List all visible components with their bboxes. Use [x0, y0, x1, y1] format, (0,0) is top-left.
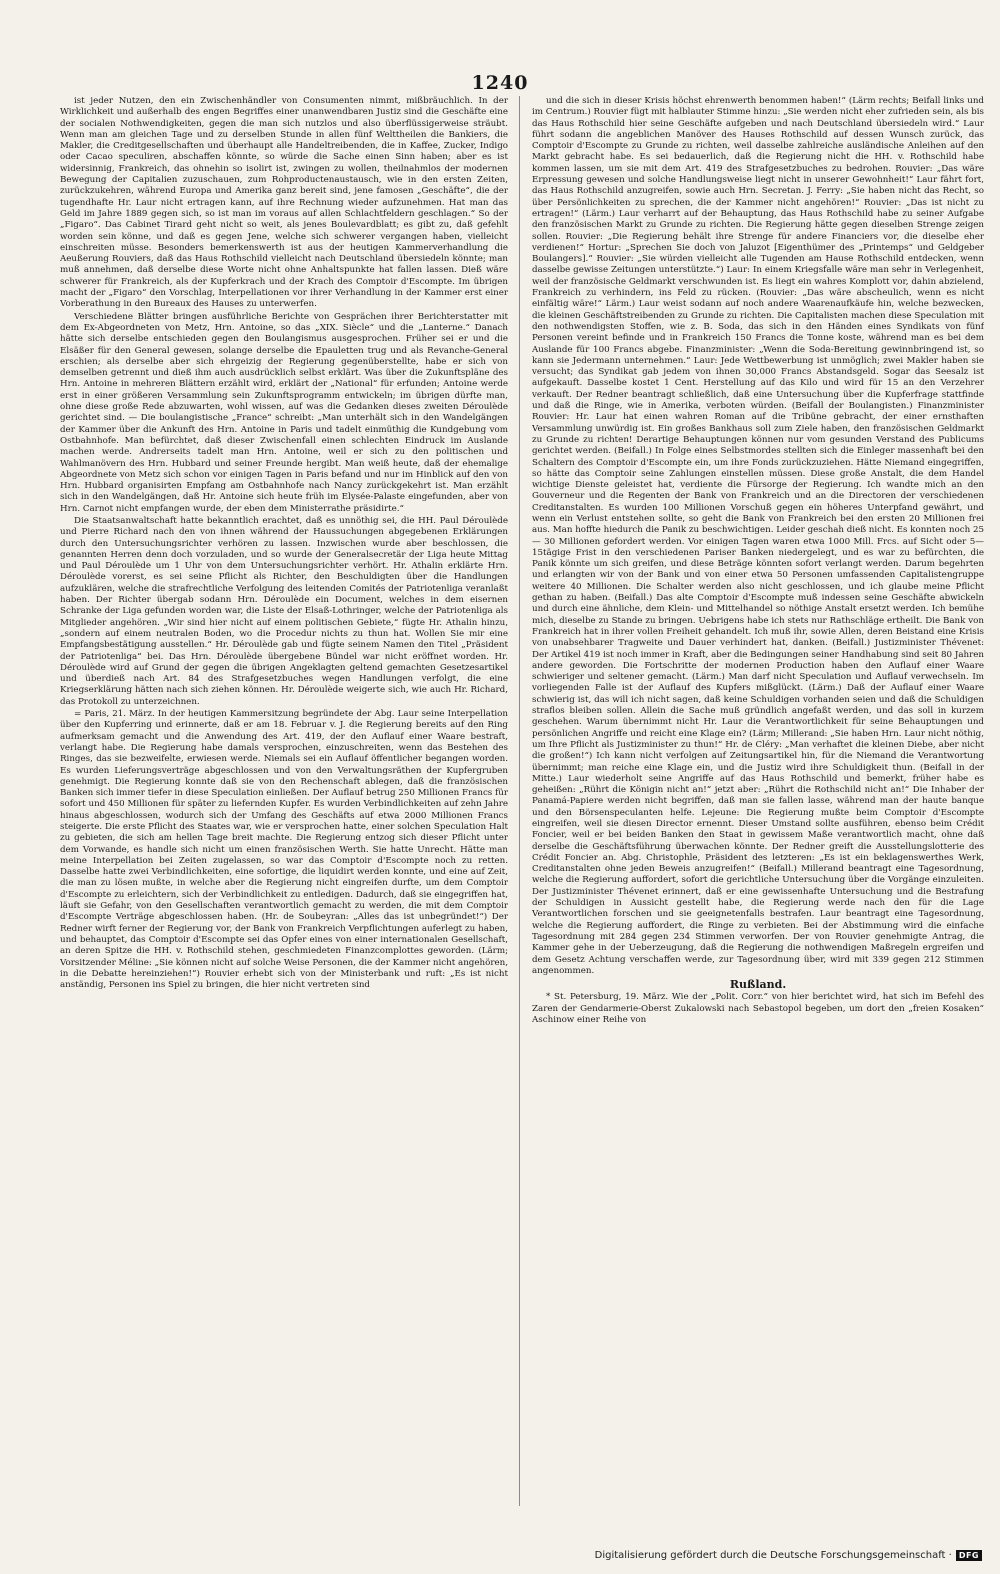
footer-text: Digitalisierung gefördert durch die Deutsche Forschungsgemeinschaft ·	[594, 1550, 952, 1561]
paragraph: Die Staatsanwaltschaft hatte bekanntlich erachtet, daß es unnöthig sei, die HH. Paul Déroulède und Pierre Richard nach den von ihnen während der Haussuchungen abgegebenen Erklärungen durch den Untersuchungsrichter verhören zu lassen. Inzwischen wurde aber beschlossen, die genannten Herren denn doch vorzuladen, und so wurde der Generalsecretär der Liga heute Mittag und Paul Déroulède um 1 Uhr von dem Untersuchungsrichter verhört. Hr. Athalin erklärte Hrn. Déroulède vorerst, es sei seine Pflicht als Richter, den Beschuldigten über die Handlungen aufzuklären, welche die strafrechtliche Verfolgung des leitenden Comités der Patriotenliga veranlaßt haben. Der Richter übergab sodann Hrn. Déroulède ein Document, welches in dem eisernen Schranke der Liga gefunden worden war, die Liste der Elsaß-Lothringer, welche der Patriotenliga als Mitglieder angehören. „Wir sind hier nicht auf einem politischen Gebiete,“ fügte Hr. Athalin hinzu, „sondern auf einem neutralen Boden, wo die Procedur nichts zu thun hat. Wollen Sie mir eine Empfangsbestätigung ausstellen.“ Hr. Déroulède gab und fügte seinem Namen den Titel „Präsident der Patriotenliga“ bei. Das Hrn. Déroulède übergebene Bündel war nicht eröffnet worden. Hr. Déroulède wird auf Grund der gegen die übrigen Angeklagten geltend gemachten Gesetzesartikel und überdieß nach Art. 84 des Strafgesetzbuches wegen Handlungen verfolgt, die eine Kriegserklärung hätten nach sich ziehen können. Hr. Déroulède weigerte sich, wie auch Hr. Richard, das Protokoll zu unterzeichnen.	[60, 515, 508, 707]
section-heading: Rußland.	[729, 978, 787, 992]
dfg-logo: DFG	[956, 1550, 982, 1561]
column-divider	[519, 96, 520, 1506]
paragraph: Verschiedene Blätter bringen ausführliche Berichte von Gesprächen ihrer Berichterstatter mit dem Ex-Abgeordneten von Metz, Hrn. Antoine, so das „XIX. Siècle“ und die „Lanterne.“ Danach hätte sich derselbe entschieden gegen den Boulangismus ausgesprochen. Früher sei er und die Elsäßer für den General gewesen, solange derselbe die Epauletten trug und als Revanche-General erschien; als derselbe aber sich ehrgeizig der Regierung gegenüberstellte, habe er sich von demselben getrennt und dieß ihm auch ausdrücklich selbst erklärt. Was über die Zukunftspläne des Hrn. Antoine in mehreren Blättern erzählt wird, erklärt der „National“ für erfunden; Antoine werde erst in einer größeren Versammlung sein Zukunftsprogramm entwickeln; im übrigen dürfte man, ohne diese große Rede abzuwarten, wohl wissen, auf was die Gedanken dieses zweiten Déroulède gerichtet sind. — Die boulangistische „France“ schreibt: „Man unterhält sich in den Wandelgängen der Kammer über die Ankunft des Hrn. Antoine in Paris und tadelt einmüthig die Kundgebung vom Ostbahnhofe. Man befürchtet, daß dieser Zwischenfall einen schlechten Eindruck im Auslande machen werde. Andrerseits tadelt man Hrn. Antoine, weil er sich zu den politischen und Wahlmanövern des Hrn. Hubbard und seiner Freunde hergibt. Man weiß heute, daß der ehemalige Abgeordnete von Metz sich schon vor einigen Tagen in Paris befand und nur im Hinblick auf den von Hrn. Hubbard organisirten Empfang am Ostbahnhofe nach Nancy zurückgekehrt ist. Man erzählt sich in den Wandelgängen, daß Hr. Antoine sich heute früh im Elysée-Palaste eingefunden, aber von Hrn. Carnot nicht empfangen wurde, der eben dem Ministerrathe präsidirte.“	[60, 311, 508, 514]
paragraph: = Paris, 21. März. In der heutigen Kammersitzung begründete der Abg. Laur seine Interpellation über den Kupferring und erinnerte, daß er am 18. Februar v. J. die Regierung bereits auf den Ring aufmerksam gemacht und die Anwendung des Art. 419, der den Auflauf einer Waare bestraft, verlangt habe. Die Regierung habe damals versprochen, einzuschreiten, wenn das Bestehen des Ringes, das sie bezweifelte, erwiesen werde. Niemals sei ein Auflauf öffentlicher begangen worden. Es wurden Lieferungsverträge abgeschlossen und von den Verwaltungsräthen der Kupfergruben genehmigt. Die Regierung konnte daß sie von den Rechenschaft ablegen, daß die französischen Banken sich immer tiefer in diese Speculation einließen. Der Auflauf betrug 250 Millionen Francs für sofort und 450 Millionen für später zu liefernden Kupfer. Es wurden Verbindlichkeiten auf zehn Jahre hinaus abgeschlossen, wodurch sich der Umfang des Geschäfts auf etwa 2000 Millionen Francs steigerte. Die erste Pflicht des Staates war, wie er versprochen hatte, einer solchen Speculation Halt zu gebieten, die sich am hellen Tage breit machte. Die Regierung entzog sich dieser Pflicht unter dem Vorwande, es handle sich nicht um einen französischen Werth. Sie hatte Unrecht. Hätte man meine Interpellation bei Zeiten zugelassen, so war das Comptoir d'Escompte noch zu retten. Dasselbe hatte zwei Verbindlichkeiten, eine sofortige, die liquidirt werden konnte, und eine auf Zeit, die man zu lösen mußte, in welche aber die Regierung nicht eingreifen durfte, um dem Comptoir d'Escompte zu erleichtern, sich der Verbindlichkeit zu entledigen. Dadurch, daß sie eingegriffen hat, läuft sie Gefahr, von den Gesellschaften verantwortlich gemacht zu werden, die mit dem Comptoir d'Escompte Verträge abgeschlossen haben. (Hr. de Soubeyran: „Alles das ist unbegründet!“) Der Redner wirft ferner der Regierung vor, der Bank von Frankreich Verpflichtungen auferlegt zu haben, und behauptet, das Comptoir d'Escompte sei das Opfer eines von einer internationalen Gesellschaft, an deren Spitze die HH. v. Rothschild stehen, geschmiedeten Finanzcomplottes geworden. (Lärm; Vorsitzender Méline: „Sie können nicht auf solche Weise Personen, die der Kammer nicht angehören, in die Debatte hereinziehen!“) Rouvier erhebt sich von der Ministerbank und ruft: „Es ist nicht anständig, Personen ins Spiel zu bringen, die hier nicht vertreten sind	[60, 709, 508, 991]
left-column	[60, 96, 508, 1508]
page-number: 1240	[471, 72, 529, 94]
footer	[595, 1550, 982, 1561]
paragraph: ist jeder Nutzen, den ein Zwischenhändler von Consumenten nimmt, mißbräuchlich. In der Wirklichkeit und außerhalb des engen Begriffes einer unanwendbaren Justiz sind die Geschäfte eine der socialen Nothwendigkeiten, gegen die man sich nutzlos und also überflüssigerweise sträubt. Wenn man am gleichen Tage und zu derselben Stunde in allen fünf Welttheilen die Bankiers, die Makler, die Creditgesellschaften und überhaupt alle Handeltreibenden, die in Kaffee, Zucker, Indigo oder Cacao speculiren, abschaffen könnte, so würde die Sache einen Sinn haben; aber es ist widersinnig, Frankreich, das ohnehin so isolirt ist, zwingen zu wollen, theilnahmlos der modernen Bewegung der Capitalien zuzuschauen, zum Rohproductenaustausch, wie in den ersten Zeiten, zurückzukehren, während Europa und Amerika ganz bereit sind, jene famosen „Geschäfte“, die der tugendhafte Hr. Laur nicht ertragen kann, auf ihre Rechnung wieder aufzunehmen. Hat man das Geld im Jahre 1889 gegen sich, so ist man im voraus auf allen Schlachtfeldern geschlagen.“ So der „Figaro“. Das Cabinet Tirard geht nicht so weit, als jenes Boulevardblatt; es gibt zu, daß gefehlt worden sein könne, und daß es gegen Jene, welche sich schwerer vergangen haben, vielleicht einschreiten müsse. Besonders bemerkenswerth ist aus der heutigen Kammerverhandlung die Aeußerung Rouviers, daß das Haus Rothschild vielleicht nach Deutschland übersiedeln könnte; man muß annehmen, daß derselbe diese Worte nicht ohne Anhaltspunkte hat fallen lassen. Dieß wäre schwerer für Frankreich, als der Kupferkrach und der Krach des Comptoir d'Escompte. Im übrigen macht der „Figaro“ den Vorschlag, Interpellationen vor ihrer Verhandlung in der Kammer erst einer Vorberathung in den Bureaux des Hauses zu unterwerfen.	[60, 96, 508, 310]
paragraph: und die sich in dieser Krisis höchst ehrenwerth benommen haben!“ (Lärm rechts; Beifall links und im Centrum.) Rouvier fügt mit halblauter Stimme hinzu: „Sie werden nicht eher zufrieden sein, als bis das Haus Rothschild hier seine Geschäfte aufgeben und nach Deutschland übersiedeln wird.“ Laur führt sodann die angeblichen Manöver des Hauses Rothschild auf dessen Wunsch zurück, das Comptoir d'Escompte zu Grunde zu richten, weil dasselbe zahlreiche ausländische Anleihen auf den Markt gebracht habe. Es sei bedauerlich, daß die Regierung nicht die HH. v. Rothschild habe kommen lassen, um sie mit dem Art. 419 des Strafgesetzbuches zu bedrohen. Rouvier: „Das wäre Erpressung gewesen und solche Handlungsweise liegt nicht in unserer Gewohnheit!“ Laur fährt fort, das Haus Rothschild anzugreifen, sowie auch Hrn. Secretan. J. Ferry: „Sie haben nicht das Recht, so über Persönlichkeiten zu sprechen, die der Kammer nicht angehören!“ Rouvier: „Das ist nicht zu ertragen!“ (Lärm.) Laur verharrt auf der Behauptung, das Haus Rothschild habe zu seiner Aufgabe den französischen Markt zu Grunde zu richten. Die Regierung hätte gegen dieselben Strenge zeigen sollen. Rouvier: „Die Regierung behält ihre Strenge für andere Financiers vor, die dieselbe eher verdienen!“ Hortur: „Sprechen Sie doch von Jaluzot [Eigenthümer des „Printemps“ und Geldgeber Boulangers].“ Rouvier: „Sie würden vielleicht alle Tugenden am Hause Rothschild entdecken, wenn dasselbe gewisse Zeitungen unterstützte.“) Laur: In einem Kriegsfalle wäre man sehr in Verlegenheit, weil der französische Geldmarkt verschwunden ist. Es liegt ein wahres Komplott vor, dahin abzielend, Frankreich zu verhindern, ins Feld zu rücken. (Rouvier: „Das wäre abscheulich, wenn es nicht einfältig wäre!“ Lärm.) Laur weist sodann auf noch andere Waarenaufkäufe hin, welche bezwecken, die kleinen Geschäftstreibenden zu Grunde zu richten. Die Capitalisten machen diese Speculation mit den nothwendigsten Stoffen, wie z. B. Soda, das sich in den Händen eines Syndikats von fünf Personen vereint befinde und in Frankreich 150 Francs die Tonne koste, während man es bei dem Auslande für 100 Francs abgebe. Finanzminister: „Wenn die Soda-Bereitung gewinnbringend ist, so kann sie Jedermann unternehmen.“ Laur: Jede Wettbewerbung ist unmöglich; zwei Makler haben sie versucht; das Syndikat gab jedem von ihnen 30,000 Francs Abstandsgeld. Sogar das Seesalz ist aufgekauft. Dasselbe kostet 1 Cent. Herstellung auf das Kilo und wird für 15 an den Verzehrer verkauft. Der Redner beantragt schließlich, daß eine Untersuchung über die Kupferfrage stattfinde und daß die Ringe, wie in Amerika, verboten würden. (Beifall der Boulangisten.) Finanzminister Rouvier: Hr. Laur hat einen wahren Roman auf die Tribüne gebracht, der einer ernsthaften Versammlung unwürdig ist. Ein großes Bankhaus soll zum Ziele haben, den französischen Geldmarkt zu Grunde zu richten! Derartige Behauptungen können nur vom gesunden Verstand des Publicums gerichtet werden. (Beifall.) In Folge eines Selbstmordes stellten sich die Einleger massenhaft bei den Schaltern des Comptoir d'Escompte ein, um ihre Fonds zurückzuziehen. Hätte Niemand eingegriffen, so hätte das Comptoir seine Zahlungen einstellen müssen. Diese große Anstalt, die dem Handel wichtige Dienste geleistet hat, verdiente die Fürsorge der Regierung. Ich wandte mich an den Gouverneur und die Regenten der Bank von Frankreich und an die Directoren der verschiedenen Creditanstalten. Es wurden 100 Millionen Vorschuß gegen ein höheres Unterpfand gewährt, und wenn ein Verlust entstehen sollte, so geht die Bank von Frankreich bei den ersten 20 Millionen frei aus. Man hoffte hiedurch die Panik zu beschwichtigen. Leider geschah dieß nicht. Es konnten noch 25 — 30 Millionen gefordert werden. Vor einigen Tagen waren etwa 1000 Mill. Frcs. auf Sicht oder 5—15tägige Frist in den verschiedenen Pariser Banken niedergelegt, und es war zu befürchten, die Panik könnte um sich greifen, und diese Beträge könnten sofort verlangt werden. Darum begehrten und erlangten wir von der Bank und von einer etwa 50 Personen umfassenden Capitalistengruppe weitere 40 Millionen. Die Schalter werden also nicht geschlossen, und ich glaube meine Pflicht gethan zu haben. (Beifall.) Das alte Comptoir d'Escompte muß indessen seine Geschäfte abwickeln und durch eine ähnliche, dem Klein- und Mittelhandel so nöthige Anstalt ersetzt werden. Ich bemühe mich, dieselbe zu Stande zu bringen. Uebrigens habe ich stets nur Rathschläge ertheilt. Die Bank von Frankreich hat in ihrer vollen Freiheit gehandelt. Ich muß ihr, sowie Allen, deren Beistand eine Krisis von unabsehbarer Tragweite und Dauer verhindert hat, danken. (Beifall.) Justizminister Thévenet: Der Artikel 419 ist noch immer in Kraft, aber die Bedingungen seiner Handhabung sind seit 80 Jahren andere geworden. Die Fortschritte der modernen Production haben den Auflauf einer Waare schwieriger und seltener gemacht. (Lärm.) Man darf nicht Speculation und Auflauf verwechseln. Im vorliegenden Falle ist der Auflauf des Kupfers mißglückt. (Lärm.) Daß der Auflauf einer Waare schwierig ist, das will ich nicht sagen, daß keine Schuldigen vorhanden seien und daß die Schuldigen straflos bleiben sollen. Allein die Sache muß gründlich angefaßt werden, und das soll in kurzem geschehen. Warum übernimmt nicht Hr. Laur die Verantwortlichkeit für seine Behauptungen und persönlichen Angriffe und reicht eine Klage ein? (Lärm; Millerand: „Sie haben Hrn. Laur nicht nöthig, um Ihre Pflicht als Justizminister zu thun!“ Hr. de Cléry: „Man verhaftet die kleinen Diebe, aber nicht die großen!“) Ich kann nicht verfolgen auf Zeitungsartikel hin, für die Niemand die Verantwortung übernimmt; man reiche eine Klage ein, und die Justiz wird ihre Schuldigkeit thun. (Beifall in der Mitte.) Laur wiederholt seine Angriffe auf das Haus Rothschild und bemerkt, früher habe es geheißen: „Rührt die Königin nicht an!“ jetzt aber: „Rührt die Rothschild nicht an!“ Die Inhaber der Panamá-Papiere werden nicht begriffen, daß man sie fallen lasse, während man der haute banque und den Börsenspeculanten helfe. Lejeune: Die Regierung mußte beim Comptoir d'Escompte eingreifen, weil sie diesen Director ernennt. Dieser Umstand sollte ausführen, ebenso beim Crédit Foncier, weil er bei beiden Banken den Staat in gewissem Maße verantwortlich macht, ohne daß derselbe die Geschäftsführung überwachen könnte. Der Redner greift die Ausstellungslotterie des Crédit Foncier an. Abg. Christophle, Präsident des letzteren: „Es ist ein beklagenswerthes Werk, Creditanstalten ohne jeden Beweis anzugreifen!“ (Beifall.) Millerand beantragt eine Tagesordnung, welche die Regierung auffordert, sofort die gerichtliche Untersuchung über die Vorgänge einzuleiten. Der Justizminister Thévenet erinnert, daß er eine gewissenhafte Untersuchung und die Bestrafung der Schuldigen in Aussicht gestellt habe, die Regierung werde nach den für die Lage Verantwortlichen forschen und sie geeignetenfalls bestrafen. Laur beantragt eine Tagesordnung, welche die Regierung auffordert, die Ringe zu verbieten. Bei der Abstimmung wird die einfache Tagesordnung mit 284 gegen 234 Stimmen verworfen. Der von Rouvier genehmigte Antrag, die Kammer gehe in der Ueberzeugung, daß die Regierung die nothwendigen Maßregeln ergreifen und dem Gesetz Achtung verschaffen werde, zur Tagesordnung über, wird mit 339 gegen 212 Stimmen angenommen.	[532, 96, 984, 976]
right-column	[532, 96, 984, 1508]
paragraph: * St. Petersburg, 19. März. Wie der „Polit. Corr.“ von hier berichtet wird, hat sich im Befehl des Zaren der Gendarmerie-Oberst Zukalowski nach Sebastopol begeben, um dort den „freien Kosaken“ Aschinow einer Reihe von	[532, 992, 984, 1026]
